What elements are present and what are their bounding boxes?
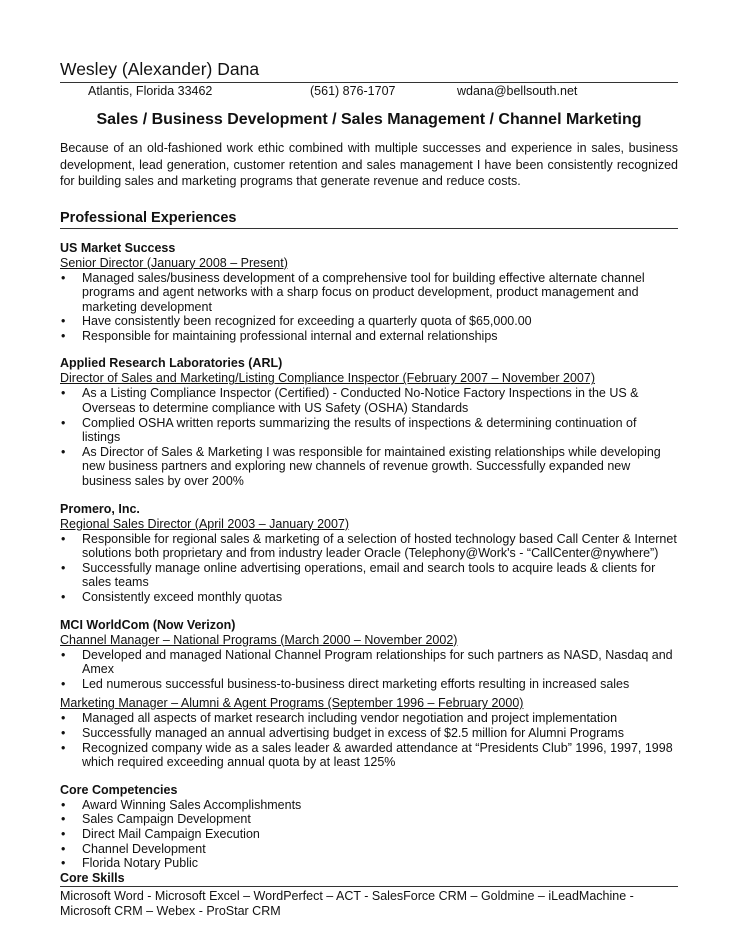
bullet-icon: • — [61, 270, 66, 285]
list-item-text: Have consistently been recognized for exceeding a quarterly quota of $65,000.00 — [82, 314, 532, 329]
bullet-icon: • — [61, 841, 66, 856]
contact-phone: (561) 876-1707 — [310, 84, 396, 98]
list-item — [60, 798, 678, 813]
company-name: Applied Research Laboratories (ARL) — [60, 356, 283, 371]
section-title-experience: Professional Experiences — [60, 209, 237, 226]
list-item-text: Led numerous successful business-to-business direct marketing efforts resulting in increased sales — [82, 676, 630, 691]
list-item-text: Managed sales/business development of a comprehensive tool for building effective alternate channel programs and agent networks with a sharp focus on product development, product management and marketing development — [82, 270, 645, 314]
list-item — [60, 677, 678, 692]
list-item — [60, 532, 678, 561]
job-bullet-list — [60, 648, 678, 692]
bullet-icon: • — [61, 560, 66, 575]
contact-email: wdana@bellsouth.net — [457, 84, 578, 98]
list-item — [60, 827, 678, 842]
section-title-core-competencies: Core Competencies — [60, 782, 178, 797]
list-item — [60, 741, 678, 770]
job-role: Regional Sales Director (April 2003 – January 2007) — [60, 516, 350, 531]
core-skills-text: Microsoft Word - Microsoft Excel – WordPerfect – ACT - SalesForce CRM – Goldmine – iLeadMachine - Microsoft CRM – Webex - ProStar CRM — [60, 889, 634, 919]
competencies-list — [60, 798, 678, 871]
list-item — [60, 812, 678, 827]
list-item-text: Developed and managed National Channel Program relationships for such partners as NASD, Nasdaq and Amex — [82, 647, 673, 677]
list-item — [60, 561, 678, 590]
list-item — [60, 416, 678, 445]
list-item-text: Florida Notary Public — [82, 856, 199, 871]
company-name: MCI WorldCom (Now Verizon) — [60, 617, 236, 632]
bullet-icon: • — [61, 797, 66, 812]
list-item-text: Responsible for regional sales & marketing of a selection of hosted technology based Call Center & Internet solutions both proprietary and from industry leader Oracle (Telephony@Work's - “CallCenter@nywhere”) — [82, 531, 677, 561]
bullet-icon: • — [61, 328, 66, 343]
list-item-text: Successfully managed an annual advertising budget in excess of $2.5 million for Alumni Programs — [82, 725, 624, 740]
bullet-icon: • — [61, 386, 66, 401]
list-item-text: As Director of Sales & Marketing I was responsible for maintained existing relationships while developing new business partners and exploring new channels of revenue growth. Successfully expanded new business sales by over 200% — [82, 444, 661, 489]
list-item-text: Complied OSHA written reports summarizing the results of inspections & determining continuation of listings — [82, 415, 637, 445]
job-bullet-list — [60, 532, 678, 605]
bullet-icon: • — [61, 856, 66, 871]
list-item — [60, 842, 678, 857]
bullet-icon: • — [61, 812, 66, 827]
list-item — [60, 648, 678, 677]
list-item-text: Recognized company wide as a sales leader & awarded attendance at “Presidents Club” 1996, 1997, 1998 which required exceeding annual quota by at least 125% — [82, 740, 673, 770]
summary-paragraph: Because of an old-fashioned work ethic combined with multiple successes and experience in sales, business development, lead generation, customer retention and sales management I have been consistently recognized for building sales and marketing programs that generate revenue and reduce costs. — [60, 141, 678, 188]
bullet-icon: • — [61, 314, 66, 329]
job-bullet-list — [60, 711, 678, 769]
bullet-icon: • — [61, 531, 66, 546]
bullet-icon: • — [61, 711, 66, 726]
section-rule — [60, 886, 678, 887]
section-rule — [60, 228, 678, 229]
bullet-icon: • — [61, 676, 66, 691]
contact-location: Atlantis, Florida 33462 — [88, 84, 213, 98]
headline: Sales / Business Development / Sales Management / Channel Marketing — [96, 111, 642, 128]
candidate-name: Wesley (Alexander) Dana — [60, 59, 260, 79]
company-name: Promero, Inc. — [60, 501, 140, 516]
list-item-text: Sales Campaign Development — [82, 812, 251, 827]
list-item-text: Responsible for maintaining professional internal and external relationships — [82, 328, 498, 343]
contact-line — [60, 83, 678, 99]
bullet-icon: • — [61, 725, 66, 740]
list-item — [60, 856, 678, 871]
list-item — [60, 726, 678, 741]
list-item-text: Consistently exceed monthly quotas — [82, 590, 283, 604]
job-bullet-list — [60, 386, 678, 488]
list-item-text: As a Listing Compliance Inspector (Certified) - Conducted No-Notice Factory Inspections in the US & Overseas to determine compliance with US Safety (OSHA) Standards — [82, 386, 639, 416]
list-item-text: Direct Mail Campaign Execution — [82, 826, 260, 841]
list-item — [60, 271, 678, 315]
job-role: Marketing Manager – Alumni & Agent Programs (September 1996 – February 2000) — [60, 696, 524, 711]
list-item — [60, 329, 678, 344]
bullet-icon: • — [61, 444, 66, 459]
bullet-icon: • — [61, 415, 66, 430]
company-name: US Market Success — [60, 240, 176, 255]
list-item-text: Award Winning Sales Accomplishments — [82, 797, 302, 812]
job-role: Channel Manager – National Programs (March 2000 – November 2002) — [60, 632, 458, 647]
list-item — [60, 386, 678, 415]
bullet-icon: • — [61, 590, 66, 604]
list-item — [60, 445, 678, 489]
bullet-icon: • — [61, 647, 66, 662]
list-item — [60, 590, 678, 605]
list-item-text: Channel Development — [82, 841, 206, 856]
list-item-text: Managed all aspects of market research including vendor negotiation and project implementation — [82, 711, 618, 726]
list-item — [60, 314, 678, 329]
list-item — [60, 711, 678, 726]
job-bullet-list — [60, 271, 678, 344]
job-role: Director of Sales and Marketing/Listing Compliance Inspector (February 2007 – November 2007) — [60, 371, 595, 386]
section-title-core-skills: Core Skills — [60, 870, 125, 885]
bullet-icon: • — [61, 740, 66, 755]
bullet-icon: • — [61, 826, 66, 841]
list-item-text: Successfully manage online advertising operations, email and search tools to acquire leads & clients for sales teams — [82, 560, 656, 590]
resume-page — [60, 58, 678, 919]
job-role: Senior Director (January 2008 – Present) — [60, 255, 288, 270]
